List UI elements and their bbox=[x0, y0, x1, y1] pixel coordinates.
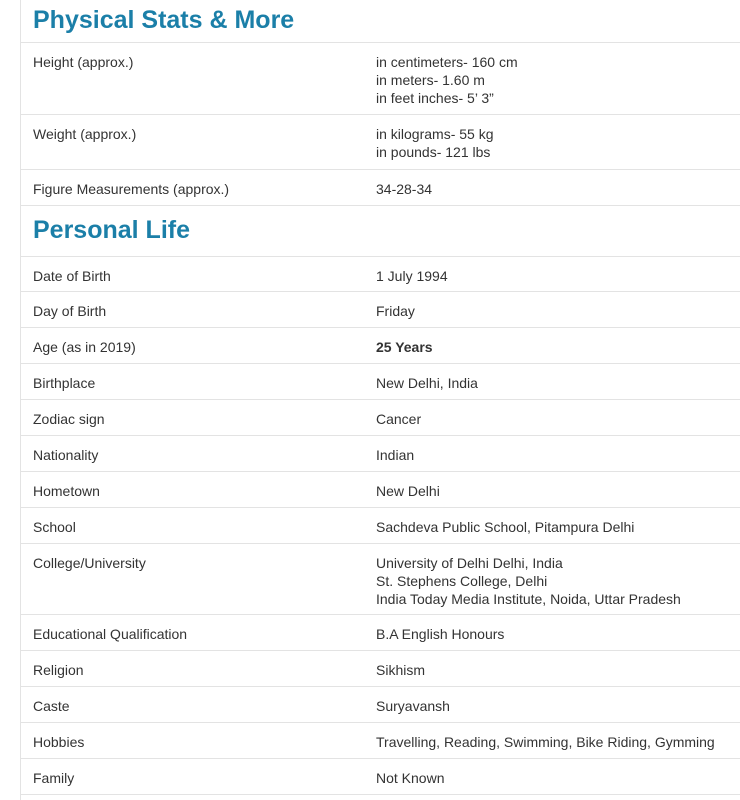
college-label: College/University bbox=[33, 555, 146, 571]
table-row-college bbox=[21, 544, 740, 615]
hometown-label: Hometown bbox=[33, 483, 100, 499]
height-m: in meters- 1.60 m bbox=[376, 72, 485, 88]
table-row-hobbies bbox=[21, 723, 740, 759]
table-row-day bbox=[21, 292, 740, 328]
family-label: Family bbox=[33, 770, 75, 786]
table-row-weight bbox=[21, 115, 740, 170]
day-label: Day of Birth bbox=[33, 303, 107, 319]
hobbies-value: Travelling, Reading, Swimming, Bike Riding, Gymming bbox=[376, 734, 715, 750]
height-value bbox=[376, 53, 518, 107]
table-row-birthplace bbox=[21, 364, 740, 400]
weight-lbs: in pounds- 121 lbs bbox=[376, 144, 491, 160]
birthplace-value: New Delhi, India bbox=[376, 375, 478, 391]
dob-value: 1 July 1994 bbox=[376, 268, 448, 284]
height-label: Height (approx.) bbox=[33, 54, 134, 70]
religion-label: Religion bbox=[33, 662, 84, 678]
college-item: India Today Media Institute, Noida, Uttar Pradesh bbox=[376, 591, 681, 607]
table-row-nationality bbox=[21, 436, 740, 472]
age-label: Age (as in 2019) bbox=[33, 339, 136, 355]
age-value: 25 Years bbox=[376, 339, 433, 355]
zodiac-label: Zodiac sign bbox=[33, 411, 105, 427]
weight-label: Weight (approx.) bbox=[33, 126, 137, 142]
table-row-religion bbox=[21, 651, 740, 687]
birthplace-label: Birthplace bbox=[33, 375, 96, 391]
table-row-hometown bbox=[21, 472, 740, 508]
nationality-label: Nationality bbox=[33, 447, 99, 463]
hometown-value: New Delhi bbox=[376, 483, 440, 499]
table-row-family bbox=[21, 759, 740, 795]
caste-label: Caste bbox=[33, 698, 70, 714]
personal-life-heading: Personal Life bbox=[33, 216, 190, 244]
college-value bbox=[376, 554, 681, 608]
college-item: St. Stephens College, Delhi bbox=[376, 573, 548, 589]
education-value: B.A English Honours bbox=[376, 626, 505, 642]
height-cm: in centimeters- 160 cm bbox=[376, 54, 518, 70]
table-row-education bbox=[21, 615, 740, 651]
weight-value bbox=[376, 125, 494, 161]
hobbies-label: Hobbies bbox=[33, 734, 85, 750]
dob-label: Date of Birth bbox=[33, 268, 111, 284]
school-label: School bbox=[33, 519, 76, 535]
day-value: Friday bbox=[376, 303, 415, 319]
table-row-school bbox=[21, 508, 740, 544]
table-row-height bbox=[21, 43, 740, 115]
weight-kg: in kilograms- 55 kg bbox=[376, 126, 494, 142]
physical-stats-heading: Physical Stats & More bbox=[33, 6, 295, 34]
height-ft: in feet inches- 5’ 3” bbox=[376, 90, 494, 106]
table-row-age bbox=[21, 328, 740, 364]
table-row-caste bbox=[21, 687, 740, 723]
figure-label: Figure Measurements (approx.) bbox=[33, 181, 230, 197]
table-row-figure bbox=[21, 170, 740, 206]
nationality-value: Indian bbox=[376, 447, 415, 463]
school-value: Sachdeva Public School, Pitampura Delhi bbox=[376, 519, 635, 535]
family-value: Not Known bbox=[376, 770, 445, 786]
table-row-dob bbox=[21, 256, 740, 292]
figure-value: 34-28-34 bbox=[376, 181, 433, 197]
zodiac-value: Cancer bbox=[376, 411, 422, 427]
education-label: Educational Qualification bbox=[33, 626, 188, 642]
college-item: University of Delhi Delhi, India bbox=[376, 555, 563, 571]
table-row-zodiac bbox=[21, 400, 740, 436]
caste-value: Suryavansh bbox=[376, 698, 450, 714]
religion-value: Sikhism bbox=[376, 662, 426, 678]
